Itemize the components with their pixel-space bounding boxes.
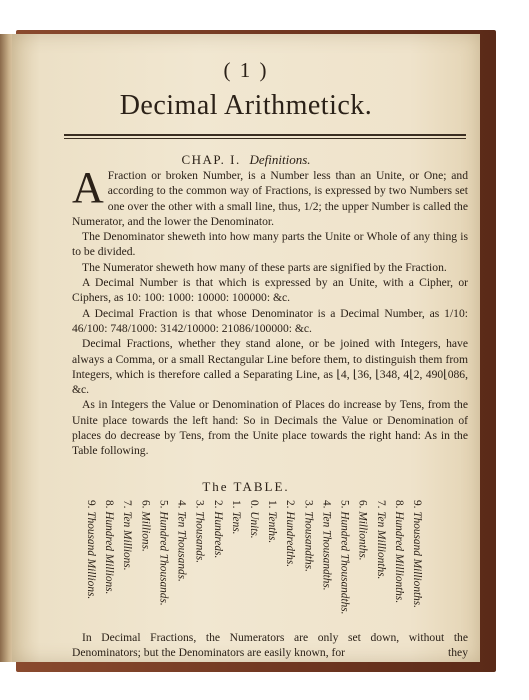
table-column: 6. Millions.	[139, 500, 152, 552]
table-column: 1. Tenths.	[266, 500, 279, 544]
table-column: 0. Units.	[247, 500, 260, 539]
paragraph-text: Fraction or broken Number, is a Number less than an Unite, or One; and according to the common way of Fractions, is expressed by two Numbers set one over the other with a small line, thus, 1/2; the upper Number is called the Numerator, and the lower the Denominator.	[72, 169, 468, 228]
table-column: 6. Millionths.	[356, 500, 369, 561]
chapter-label: CHAP. I.	[181, 152, 241, 167]
title-rule	[64, 134, 466, 136]
paragraph: A Decimal Number is that which is expressed by an Unite, with a Cipher, or Ciphers, as 10: 100: 1000: 10000: 100000: &c.	[72, 276, 468, 305]
table-column: 3. Thousands.	[193, 500, 206, 564]
table-column: 9. Thousand Millionths.	[410, 500, 423, 608]
paragraph: The Denominator sheweth into how many parts the Unite or Whole of any thing is to be divided.	[72, 230, 468, 259]
page-number: ( 1 )	[223, 58, 269, 82]
paragraph: In Decimal Fractions, the Numerators are only set down, without the Denominators; but the Denominators are easily known, for	[72, 631, 468, 660]
page-title: Decimal Arithmetick.	[119, 90, 373, 121]
table-column: 7. Ten Millionths.	[374, 500, 387, 580]
table-column: 5. Hundred Thousands.	[157, 500, 170, 606]
paragraph: A Decimal Fraction is that whose Denominator is a Decimal Number, as 1/10: 46/100: 748/1000: 3142/10000: 21086/100000: &c.	[72, 306, 468, 335]
table-column: 1. Tens.	[229, 500, 242, 535]
body-text	[72, 163, 468, 459]
table-column: 2. Hundredths.	[284, 500, 297, 568]
drop-cap: A	[72, 163, 104, 212]
table-title: The TABLE.	[202, 479, 290, 494]
table-column: 2. Hundreds.	[211, 500, 224, 559]
table-column: 5. Hundred Thousandths.	[338, 500, 351, 615]
table-column: 9. Thousand Millions.	[85, 500, 97, 600]
table-column: 8. Hundred Millions.	[103, 500, 116, 595]
table-column: 8. Hundred Millionths.	[392, 500, 405, 604]
table-column: 3. Thousandths.	[302, 500, 315, 572]
title-rule-thin	[64, 138, 466, 139]
table-column: 7. Ten Millions.	[121, 500, 134, 571]
paragraph: The Numerator sheweth how many of these parts are signified by the Fraction.	[82, 260, 447, 274]
book-page	[12, 34, 480, 662]
paragraph: Decimal Fractions, whether they stand alone, or be joined with Integers, have always a Comma, or a small Rectangular Line before them, to distinguish them from Integers, which is therefore called a Separating Line, as ⌊4, ⌊36, ⌊348, 4⌊2, 490⌊086, &c.	[72, 337, 468, 397]
chapter-subtitle: Definitions.	[249, 152, 311, 167]
catchword: they	[448, 646, 468, 659]
footer-text	[72, 630, 468, 661]
table-column: 4. Ten Thousands.	[175, 500, 188, 582]
table-column: 4. Ten Thousandths.	[320, 500, 333, 591]
paragraph	[72, 163, 468, 229]
place-value-table	[84, 500, 424, 620]
paragraph: As in Integers the Value or Denomination of Places do increase by Tens, from the Unite place towards the left hand: So in Decimals the Value or Denomination of places do decrease by Tens, from the Unite place towards the right hand: As in the Table following.	[72, 398, 468, 458]
